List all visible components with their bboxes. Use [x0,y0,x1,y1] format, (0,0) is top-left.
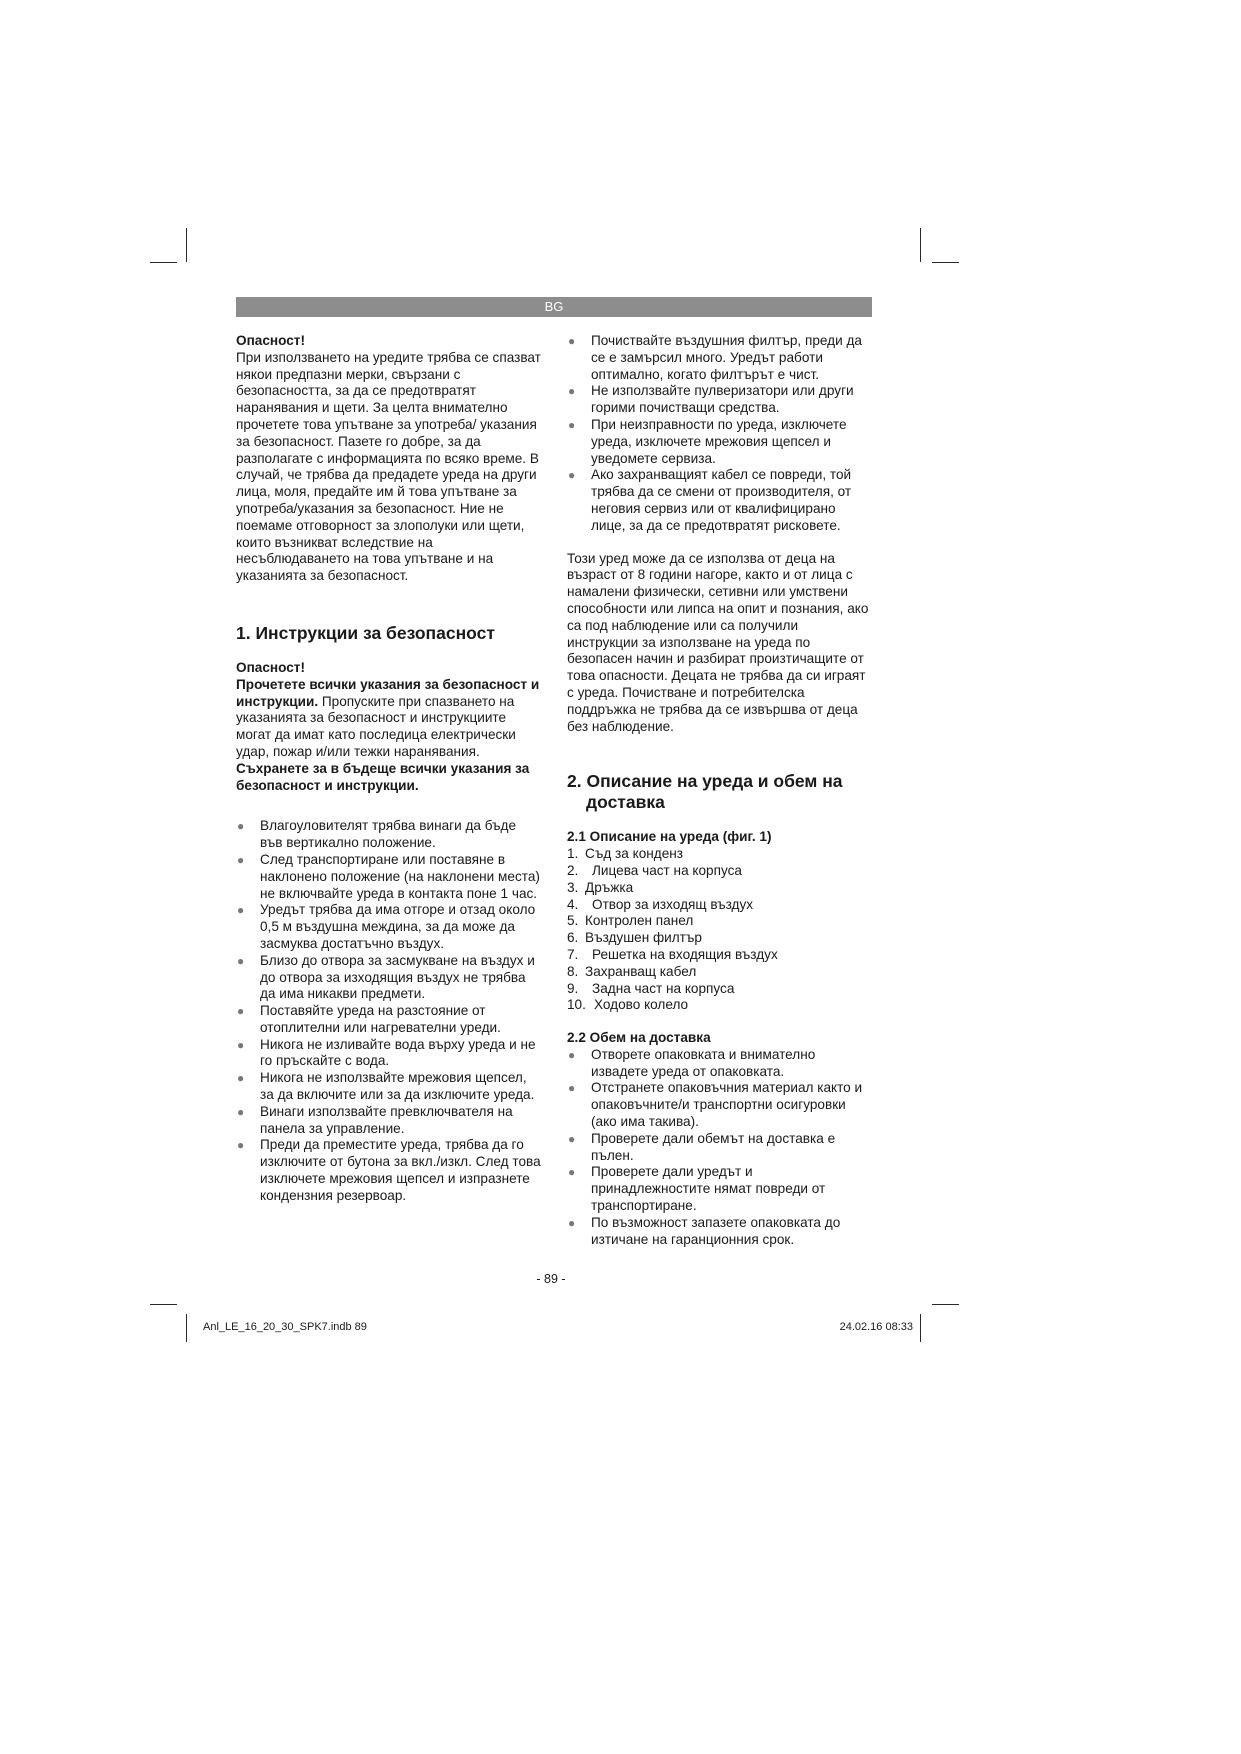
danger-instructions-paragraph [236,677,542,795]
subsection-2-1-title: 2.1 Описание на уреда (фиг. 1) [567,829,772,845]
list-item: ● Никога не използвайте мрежовия щепсел, за да включите или за да изключите уреда. [237,1070,535,1103]
crop-mark [150,262,177,263]
list-item: ● Отворете опаковката и внимателно извадете уреда от опаковката. [568,1046,816,1079]
list-item: 6. Въздушен филтър [567,930,702,946]
bullet-icon: ● [568,468,576,483]
list-item: 10. Ходово колело [567,997,689,1013]
left-column [236,333,542,1205]
bullet-icon: ● [568,1081,576,1096]
list-item: ● По възможност запазете опаковката до изтичане на гаранционния срок. [568,1214,841,1247]
bullet-icon: ● [568,384,576,399]
danger-heading: Опасност! [236,333,305,348]
list-item: ● Близо до отвора за засмукване на въздух и до отвора за изходящия въздух не трябва да има никакви предмети. [237,952,535,1002]
list-item: 2. Лицева част на корпуса [567,862,742,878]
bullet-icon: ● [568,334,576,348]
crop-mark [932,1304,959,1305]
list-item: 4. Отвор за изходящ въздух [567,896,754,912]
section-1-title: 1. Инструкции за безопасност [236,622,495,643]
list-item: 1. Съд за конденз [567,846,683,862]
children-usage-paragraph: Този уред може да се използва от деца на възраст от 8 години нагоре, както и от лица с намалени физически, сетивни или умствени способности или липса на опит и познания, ако са под наблюдение или са получили инструкции за използване на уреда по безопасен начин и разбират произтичащите от това опасности. Децата не трябва да си играят с уреда. Почистване и потребителска поддръжка не трябва да се извършва от деца без наблюдение. [567,550,869,734]
footer-datetime: 24.02.16 08:33 [839,1321,913,1333]
danger-bold-lead: Прочетете всички указания за безопасност и инструкции. [236,676,540,709]
list-item: ● Почиствайте въздушния филтър, преди да се е замърсил много. Уредът работи оптимално, когато филтърът е чист. [568,333,862,382]
page-number: - 89 - [536,1272,566,1286]
right-column [567,333,873,1248]
bullet-icon: ● [568,1047,576,1062]
crop-mark [920,228,921,262]
crop-mark [920,1314,921,1342]
bullet-icon: ● [237,1037,245,1052]
list-item: ● Поставяйте уреда на разстояние от отоплителни или нагревателни уреди. [237,1003,501,1035]
crop-mark [186,1314,187,1342]
list-item: ● След транспортиране или поставяне в наклонено положение (на наклонени места) не включвайте уреда в контакта поне 1 час. [237,851,540,901]
bullet-icon: ● [237,1071,245,1086]
crop-mark [932,262,959,263]
bullet-icon: ● [568,417,576,432]
list-item: 5. Контролен панел [567,913,694,929]
list-item: ● Не използвайте пулверизатори или други горими почистващи средства. [568,383,854,416]
list-item: 9. Задна част на корпуса [567,980,735,996]
list-item: ● Проверете дали обемът на доставка е пълен. [568,1130,836,1163]
bullet-icon: ● [237,1004,245,1019]
list-item: ● При неизправности по уреда, изключете уреда, изключете мрежовия щепсел и уведомете сервиза. [568,416,847,466]
list-item: ● Отстранете опаковъчния материал както и опаковъчните/и транспортни осигуровки (ако има такива). [568,1080,863,1130]
section-2-title: 2. Описание на уреда и обем на доставка [567,771,843,813]
bullet-icon: ● [237,1138,245,1153]
danger-body: Пропуските при спазването на указанията за безопасност и инструкциите могат да имат като последица електрически удар, пожар и/или тежки наранявания. [236,693,516,759]
parts-list [567,846,873,1014]
bullet-icon: ● [237,1104,245,1119]
list-item: ● Преди да преместите уреда, трябва да го изключите от бутона за вкл./изкл. След това изключете мрежовия щепсел и изпразнете кондензния резервоар. [237,1137,541,1203]
bullet-icon: ● [568,1215,576,1230]
list-item: 3. Дръжка [567,879,634,895]
list-item: ● Винаги използвайте превключвателя на панела за управление. [237,1103,513,1136]
language-header-bar: BG [236,297,872,317]
bullet-icon: ● [237,903,245,918]
safety-bullet-list [236,818,542,1204]
crop-mark [186,228,187,262]
maintenance-bullet-list [567,333,873,535]
footer-filename: Anl_LE_16_20_30_SPK7.indb 89 [203,1321,367,1333]
delivery-bullet-list [567,1047,873,1249]
list-item: ● Ако захранващият кабел се повреди, той трябва да се смени от производителя, от неговия сервиз или от квалифицирано лице, за да се предотвратят рисковете. [568,467,852,533]
list-item: 7. Решетка на входящия въздух [567,946,778,962]
bullet-icon: ● [237,953,245,968]
danger-paragraph: При използването на уредите трябва се спазват някои предпазни мерки, свързани с безопасността, за да се предотвратят наранявания и щети. За целта внимателно прочетете това упътване за употреба/ указания за безопасност. Пазете го добре, за да разполагате с информацията по всяко време. В случай, че трябва да предадете уреда на други лица, моля, предайте им й това упътване за употреба/указания за безопасност. Ние не поемаме отговорност за злополуки или щети, които възникват вследствие на несъблюдаването на това упътване и на указанията за безопасност. [236,349,541,584]
list-item: ● Уредът трябва да има отгоре и отзад около 0,5 м въздушна междина, за да може да засмуква достатъчно въздух. [237,902,536,951]
list-item: ● Никога не изливайте вода върху уреда и не го пръскайте с вода. [237,1036,536,1069]
bullet-icon: ● [568,1165,576,1180]
list-item: ● Влагоуловителят трябва винаги да бъде във вертикално положение. [237,818,517,851]
bullet-icon: ● [237,852,245,867]
danger-heading: Опасност! [236,659,305,675]
subsection-2-2-title: 2.2 Обем на доставка [567,1030,711,1046]
danger-bold-tail: Съхранете за в бъдеще всички указания за безопасност и инструкции. [236,760,530,793]
crop-mark [150,1304,177,1305]
list-item: ● Проверете дали уредът и принадлежностите нямат повреди от транспортиране. [568,1164,826,1214]
bullet-icon: ● [568,1131,576,1146]
bullet-icon: ● [237,819,245,834]
list-item: 8. Захранващ кабел [567,963,697,979]
